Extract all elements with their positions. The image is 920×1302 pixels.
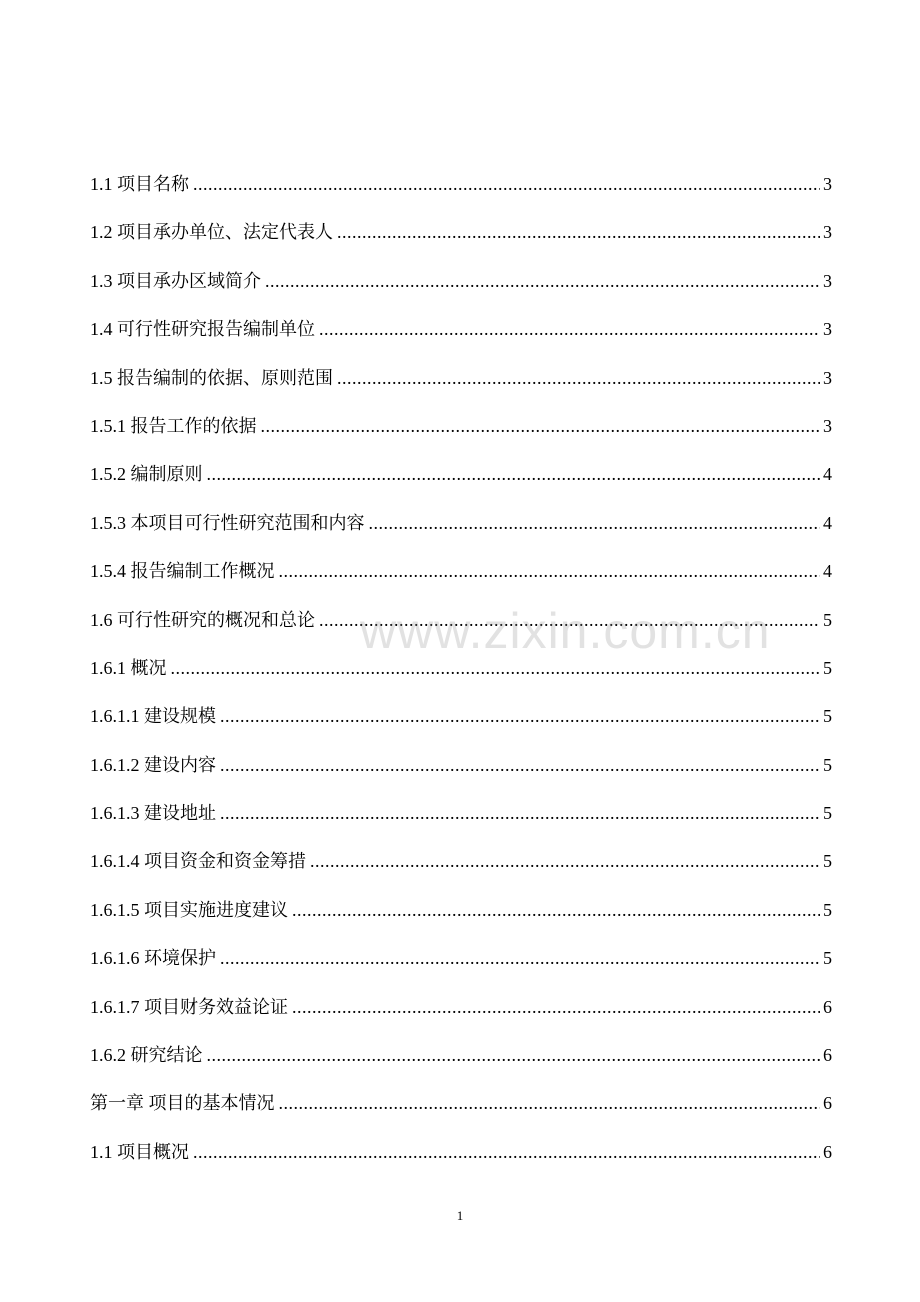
dot-leader — [207, 1037, 821, 1073]
page-number: 1 — [456, 1208, 464, 1223]
dot-leader — [292, 892, 820, 928]
toc-entry-title: 1.6.1.1 建设规模 — [90, 706, 216, 727]
toc-entry[interactable] — [90, 360, 832, 408]
toc-entry-title: 1.5.4 报告编制工作概况 — [90, 561, 275, 582]
toc-entry-page: 5 — [823, 803, 832, 824]
toc-entry[interactable] — [90, 553, 832, 601]
toc-entry[interactable] — [90, 505, 832, 553]
toc-entry[interactable] — [90, 166, 832, 214]
toc-entry-page: 5 — [823, 754, 832, 775]
toc-entry-page: 5 — [823, 948, 832, 969]
toc-entry-page: 6 — [823, 996, 832, 1017]
toc-entry[interactable] — [90, 1085, 832, 1133]
dot-leader — [337, 360, 820, 396]
toc-entry-page: 6 — [823, 1093, 832, 1114]
dot-leader — [369, 505, 821, 541]
toc-entry[interactable] — [90, 602, 832, 650]
dot-leader — [265, 263, 820, 299]
toc-entry[interactable] — [90, 747, 832, 795]
toc-entry-page: 5 — [823, 899, 832, 920]
dot-leader — [279, 553, 821, 589]
toc-entry-title: 1.6.1.7 项目财务效益论证 — [90, 996, 288, 1017]
toc-entry-title: 1.6.1.4 项目资金和资金筹措 — [90, 851, 306, 872]
dot-leader — [207, 456, 821, 492]
dot-leader — [220, 940, 820, 976]
toc-entry-page: 4 — [823, 512, 832, 533]
toc-entry-page: 3 — [823, 270, 832, 291]
dot-leader — [220, 747, 820, 783]
toc-entry-title: 第一章 项目的基本情况 — [90, 1093, 275, 1114]
toc-entry-page: 6 — [823, 1141, 832, 1162]
toc-entry[interactable] — [90, 408, 832, 456]
toc-entry[interactable] — [90, 650, 832, 698]
toc-entry-title: 1.5.2 编制原则 — [90, 464, 203, 485]
toc-entry-page: 3 — [823, 319, 832, 340]
dot-leader — [319, 602, 820, 638]
watermark: www.zixin.com.cn — [360, 603, 771, 659]
toc-entry[interactable] — [90, 698, 832, 746]
toc-entry-title: 1.3 项目承办区域简介 — [90, 270, 261, 291]
toc-entry-page: 5 — [823, 657, 832, 678]
toc-entry[interactable] — [90, 1037, 832, 1085]
toc-entry-title: 1.1 项目名称 — [90, 174, 189, 194]
toc-entry[interactable] — [90, 214, 832, 262]
toc-entry[interactable] — [90, 843, 832, 891]
toc-entry[interactable] — [90, 892, 832, 940]
toc-entry-title: 1.6.1.5 项目实施进度建议 — [90, 899, 288, 920]
toc-entry-page: 3 — [823, 367, 832, 388]
dot-leader — [279, 1085, 821, 1121]
dot-leader — [193, 166, 820, 202]
dot-leader — [220, 698, 820, 734]
dot-leader — [319, 311, 820, 347]
toc-entry-page: 3 — [823, 174, 832, 194]
toc-entry-page: 3 — [823, 415, 832, 436]
toc-entry-title: 1.5.1 报告工作的依据 — [90, 415, 257, 436]
dot-leader — [220, 795, 820, 831]
toc-entry[interactable] — [90, 311, 832, 359]
toc-entry-title: 1.2 项目承办单位、法定代表人 — [90, 222, 333, 243]
dot-leader — [171, 650, 821, 686]
toc-entry-title: 1.6 可行性研究的概况和总论 — [90, 609, 315, 630]
toc-entry-title: 1.1 项目概况 — [90, 1141, 189, 1162]
toc-entry-page: 3 — [823, 222, 832, 243]
toc-entry-title: 1.6.1.2 建设内容 — [90, 754, 216, 775]
toc-entry[interactable] — [90, 263, 832, 311]
dot-leader — [310, 843, 820, 879]
toc-entry-page: 4 — [823, 561, 832, 582]
table-of-contents — [90, 166, 832, 1182]
dot-leader — [292, 989, 820, 1025]
toc-entry-page: 4 — [823, 464, 832, 485]
dot-leader — [261, 408, 821, 444]
toc-entry[interactable] — [90, 795, 832, 843]
toc-entry-page: 5 — [823, 609, 832, 630]
toc-entry-title: 1.5 报告编制的依据、原则范围 — [90, 367, 333, 388]
toc-entry[interactable] — [90, 989, 832, 1037]
toc-entry-title: 1.6.1.6 环境保护 — [90, 948, 216, 969]
toc-entry-title: 1.6.1.3 建设地址 — [90, 803, 216, 824]
toc-entry[interactable] — [90, 456, 832, 504]
toc-entry[interactable] — [90, 1134, 832, 1182]
toc-entry[interactable] — [90, 940, 832, 988]
toc-entry-page: 6 — [823, 1045, 832, 1066]
toc-entry-title: 1.4 可行性研究报告编制单位 — [90, 319, 315, 340]
toc-entry-title: 1.6.1 概况 — [90, 657, 167, 678]
toc-entry-page: 5 — [823, 851, 832, 872]
dot-leader — [337, 214, 820, 250]
toc-entry-title: 1.5.3 本项目可行性研究范围和内容 — [90, 512, 365, 533]
toc-entry-page: 5 — [823, 706, 832, 727]
toc-entry-title: 1.6.2 研究结论 — [90, 1045, 203, 1066]
dot-leader — [193, 1134, 820, 1170]
